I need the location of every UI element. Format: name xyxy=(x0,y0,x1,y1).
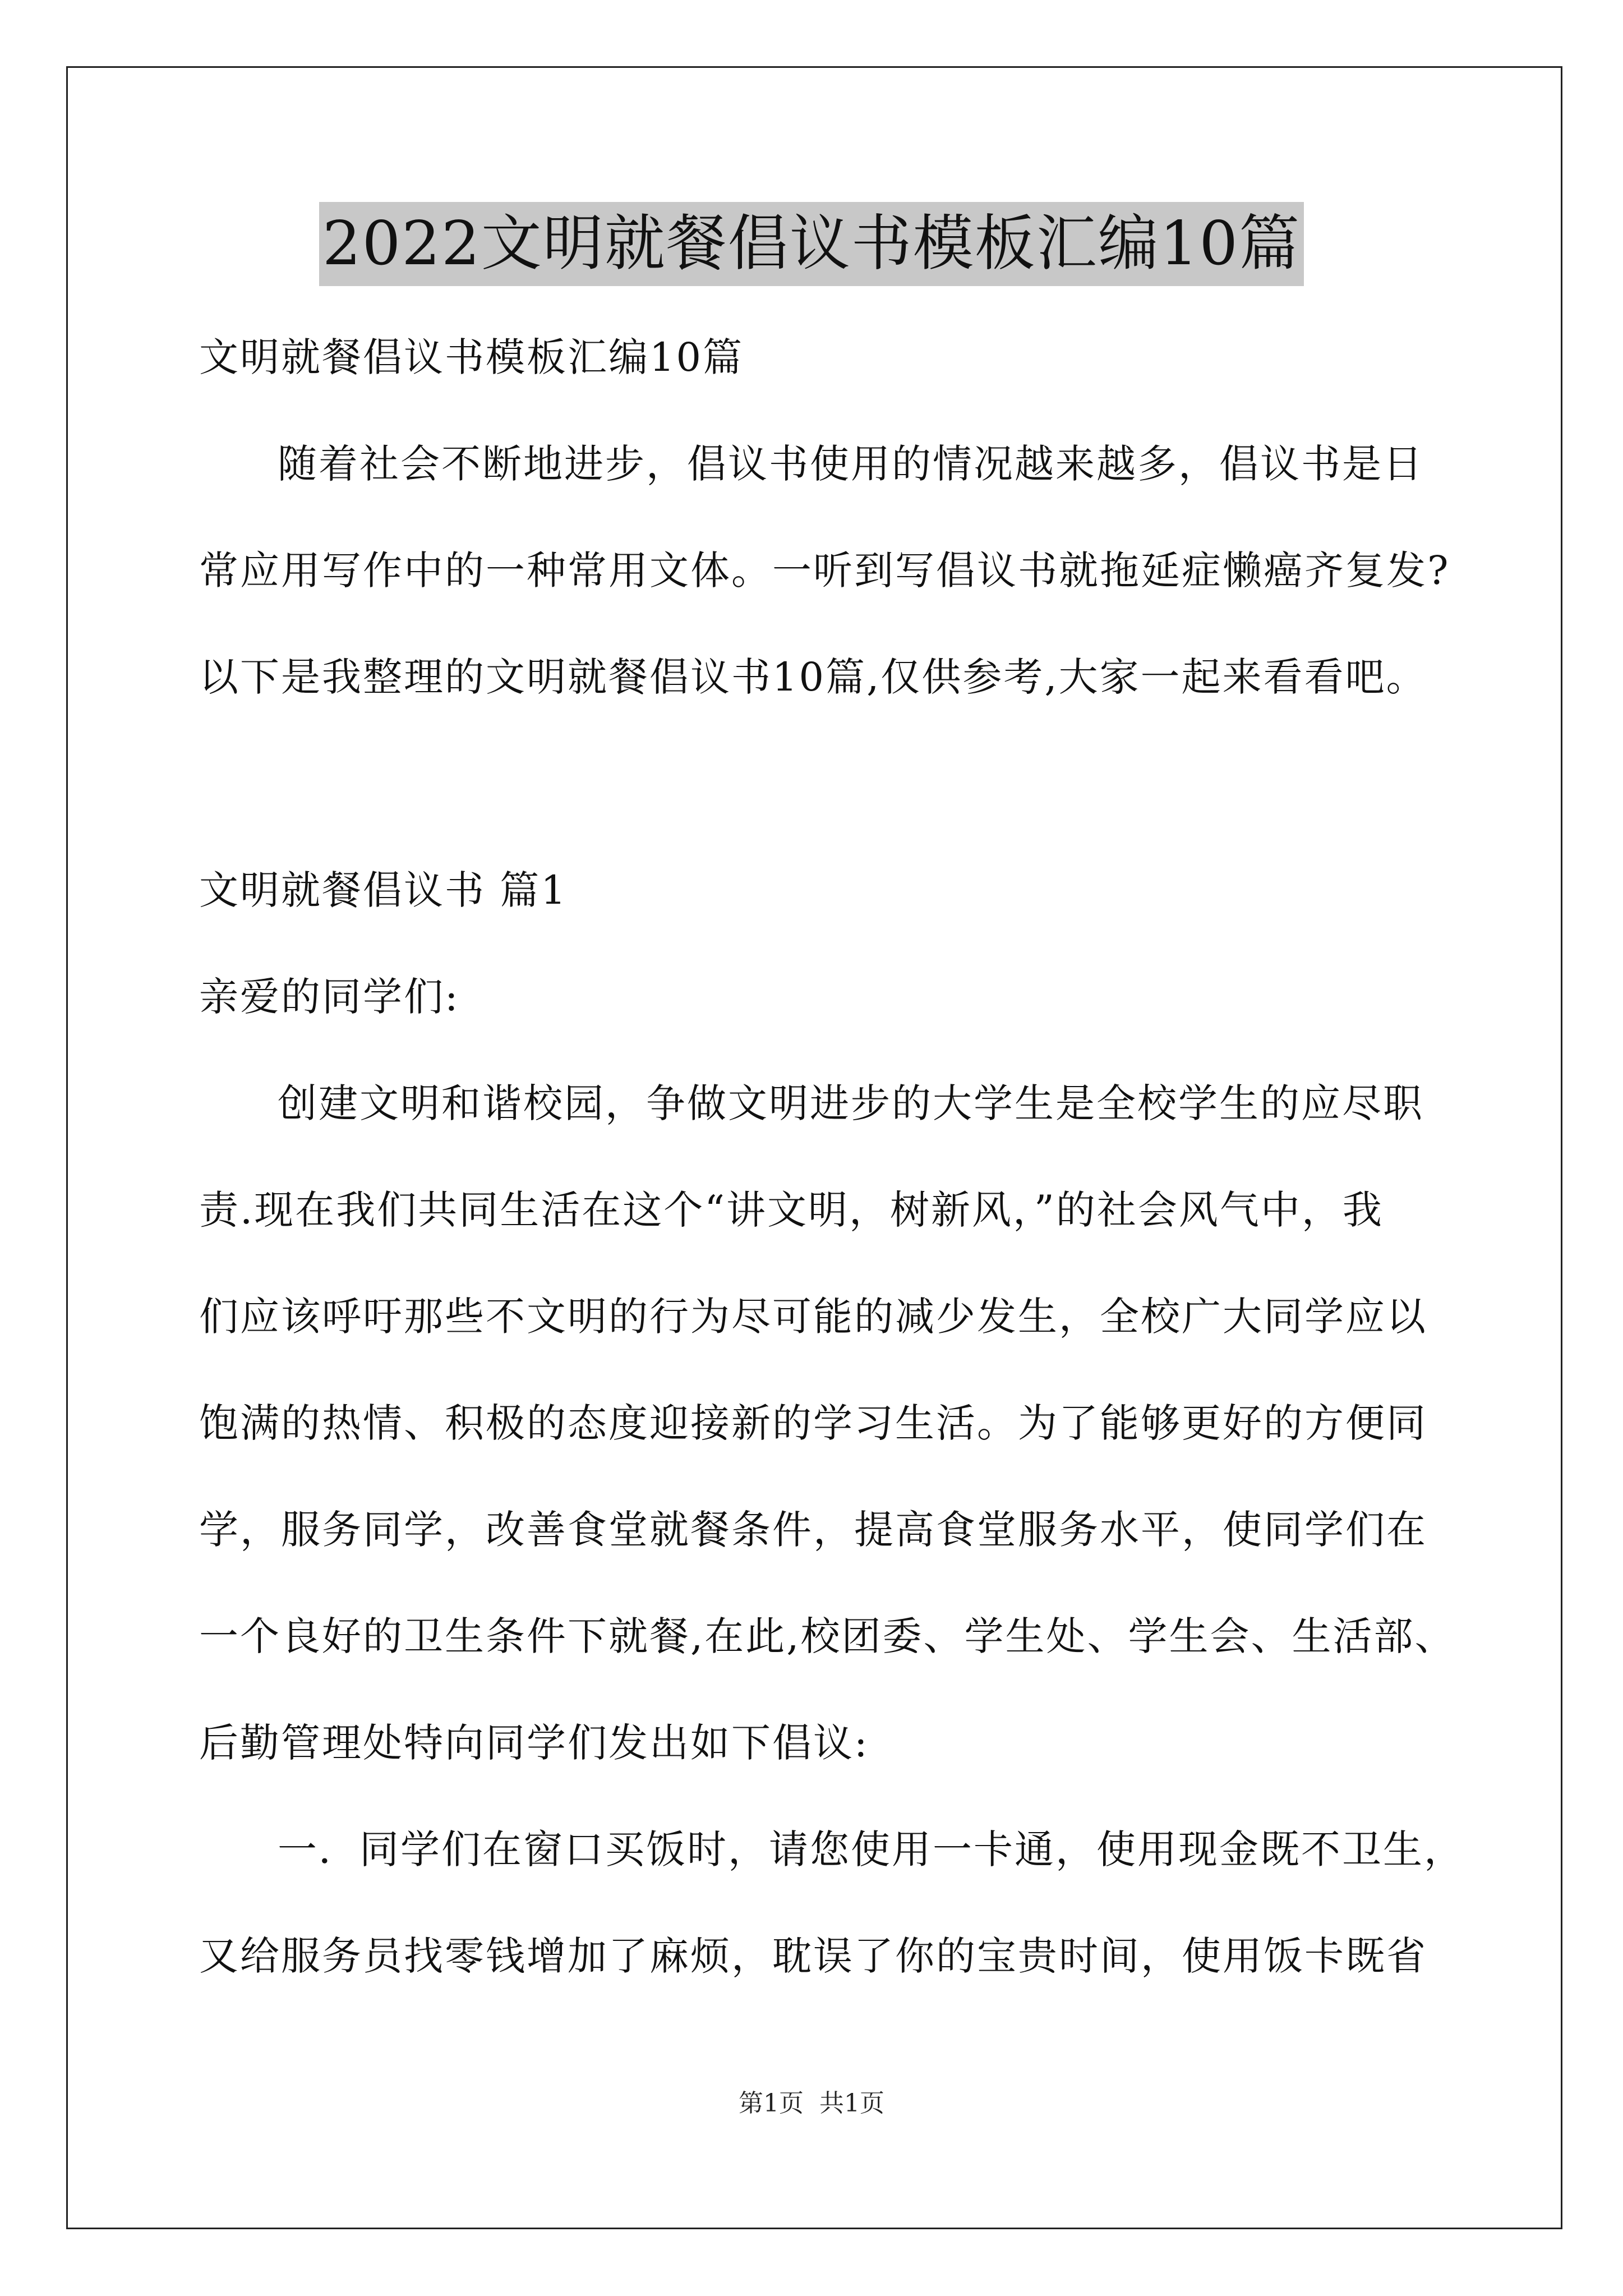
body-line: 责.现在我们共同生活在这个“讲文明，树新风，”的社会风气中，我 xyxy=(199,1187,1384,1233)
body-line: 饱满的热情、积极的态度迎接新的学习生活。为了能够更好的方便同 xyxy=(199,1400,1427,1446)
body-line: 一个良好的卫生条件下就餐,在此,校团委、学生处、学生会、生活部、 xyxy=(199,1613,1456,1659)
page-number-label: 第1页 共1页 xyxy=(739,2089,884,2118)
body-line: 又给服务员找零钱增加了麻烦，耽误了你的宝贵时间，使用饭卡既省 xyxy=(199,1933,1427,1979)
body-line: 创建文明和谐校园，争做文明进步的大学生是全校学生的应尽职 xyxy=(278,1080,1424,1126)
salutation: 亲爱的同学们: xyxy=(199,974,460,1020)
section-heading: 文明就餐倡议书 篇1 xyxy=(199,867,568,913)
document-body xyxy=(199,304,1465,2009)
intro-line: 常应用写作中的一种常用文体。一听到写倡议书就拖延症懒癌齐复发? xyxy=(199,547,1450,593)
body-line: 一．同学们在窗口买饭时，请您使用一卡通，使用现金既不卫生， xyxy=(278,1826,1465,1872)
document-subtitle: 文明就餐倡议书模板汇编10篇 xyxy=(199,334,744,380)
intro-line: 随着社会不断地进步，倡议书使用的情况越来越多，倡议书是日 xyxy=(278,441,1424,487)
body-line: 们应该呼吁那些不文明的行为尽可能的减少发生，全校广大同学应以 xyxy=(199,1294,1427,1340)
body-line: 学，服务同学，改善食堂就餐条件，提高食堂服务水平，使同学们在 xyxy=(199,1507,1427,1553)
page-footer xyxy=(0,2087,1623,2120)
paragraph-gap xyxy=(199,730,1438,837)
title-container xyxy=(0,202,1623,286)
document-title: 2022文明就餐倡议书模板汇编10篇 xyxy=(319,202,1304,286)
intro-line: 以下是我整理的文明就餐倡议书10篇,仅供参考,大家一起来看看吧。 xyxy=(199,654,1427,700)
body-line: 后勤管理处特向同学们发出如下倡议: xyxy=(199,1720,869,1766)
